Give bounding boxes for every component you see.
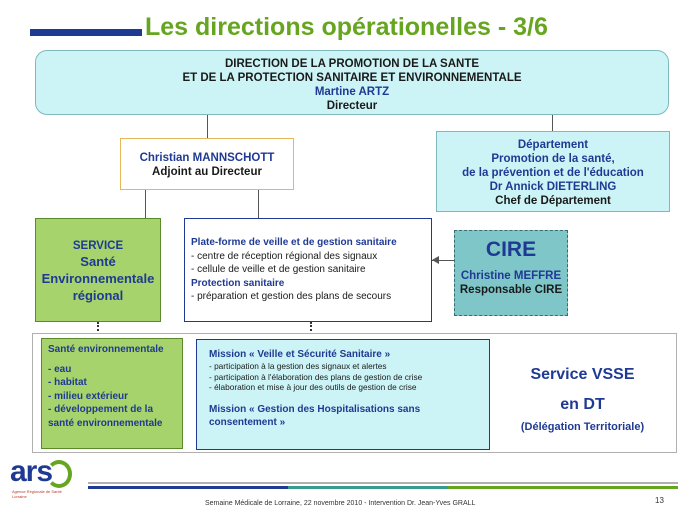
plateforme-heading: Plate-forme de veille et de gestion sanitaire <box>191 237 397 248</box>
sante-env-box <box>41 338 183 449</box>
vsse-line1: Service VSSE <box>530 366 635 383</box>
slide-title: Les directions opérationelles - 3/6 <box>145 13 548 41</box>
footer-rule-teal <box>288 486 448 489</box>
ars-logo-subtitle <box>12 489 62 499</box>
adjoint-role: Adjoint au Directeur <box>152 166 262 178</box>
dept-line2: Promotion de la santé, <box>491 153 615 165</box>
connector-top-adjoint <box>207 115 208 138</box>
ars-logo-swoosh-icon <box>46 460 72 488</box>
service-line2: Santé <box>80 254 116 269</box>
vsse-line3: (Délégation Territoriale) <box>520 421 645 433</box>
plateforme-item: - centre de réception régional des signaux <box>191 250 378 262</box>
mission-item: - élaboration et mise à jour des outils de gestion de crise <box>209 382 417 392</box>
service-line3: Environnementale <box>41 271 155 286</box>
sante-env-item: - eau <box>48 363 72 375</box>
service-sante-env-box <box>35 218 161 322</box>
plateforme-box <box>184 218 432 322</box>
vsse-line2: en DT <box>560 396 605 413</box>
connector-top-dept <box>552 115 553 131</box>
protection-item: - préparation et gestion des plans de secours <box>191 291 392 302</box>
cire-box <box>454 230 568 316</box>
cire-title: CIRE <box>485 238 537 261</box>
sante-env-item: santé environnementale <box>48 417 163 429</box>
department-box <box>436 131 670 212</box>
footer-rule-navy <box>88 486 288 489</box>
dept-line1: Département <box>517 139 589 151</box>
arrow-head-icon <box>432 256 439 264</box>
sante-env-item: - développement de la <box>48 404 154 415</box>
connector-adjoint-service <box>145 190 146 218</box>
service-line4: régional <box>72 288 124 303</box>
director-name: Martine ARTZ <box>314 86 390 98</box>
mission-item: - participation à la gestion des signaux et alertes <box>209 361 387 371</box>
page-number: 13 <box>655 496 664 505</box>
dept-head-role: Chef de Département <box>495 195 611 207</box>
logo-sub1: Agence Régionale de Santé <box>12 489 62 494</box>
cire-name: Christine MEFFRE <box>460 270 562 282</box>
dept-head-name: Dr Annick DIETERLING <box>489 181 617 193</box>
plateforme-item: - cellule de veille et de gestion sanitaire <box>191 264 366 275</box>
footer-rule-green <box>448 486 678 489</box>
footer-rule-gray <box>88 482 678 484</box>
mission-box <box>196 339 490 450</box>
sante-env-item: - habitat <box>48 377 87 388</box>
mission-vss-heading: Mission « Veille et Sécurité Sanitaire » <box>209 349 391 360</box>
service-line1: SERVICE <box>72 240 124 252</box>
sante-env-heading: Santé environnementale <box>48 344 164 355</box>
cire-role: Responsable CIRE <box>459 284 563 296</box>
director-role: Directeur <box>326 100 378 112</box>
adjoint-name: Christian MANNSCHOTT <box>139 152 275 164</box>
direction-line2: ET DE LA PROTECTION SANITAIRE ET ENVIRONNEMENTALE <box>182 72 522 84</box>
ars-logo-text: ars <box>10 455 53 488</box>
sante-env-item: - milieu extérieur <box>48 390 129 402</box>
connector-adjoint-plateforme <box>258 190 259 218</box>
direction-line1: DIRECTION DE LA PROMOTION DE LA SANTE <box>224 58 480 70</box>
title-accent-bar <box>30 29 142 36</box>
vsse-label <box>490 360 675 434</box>
direction-box <box>35 50 669 115</box>
footer-text: Semaine Médicale de Lorraine, 22 novembre 2010 - Intervention Dr. Jean-Yves GRALL <box>205 500 476 507</box>
protection-heading: Protection sanitaire <box>191 277 285 289</box>
mission-hosp-heading-1: Mission « Gestion des Hospitalisations sans <box>209 403 421 415</box>
dept-line3: de la prévention et de l'éducation <box>462 167 644 179</box>
mission-hosp-heading-2: consentement » <box>209 416 286 428</box>
mission-item: - participation à l'élaboration des plans de gestion de crise <box>209 371 423 382</box>
adjoint-box <box>120 138 294 190</box>
logo-sub2: Lorraine <box>12 494 27 499</box>
